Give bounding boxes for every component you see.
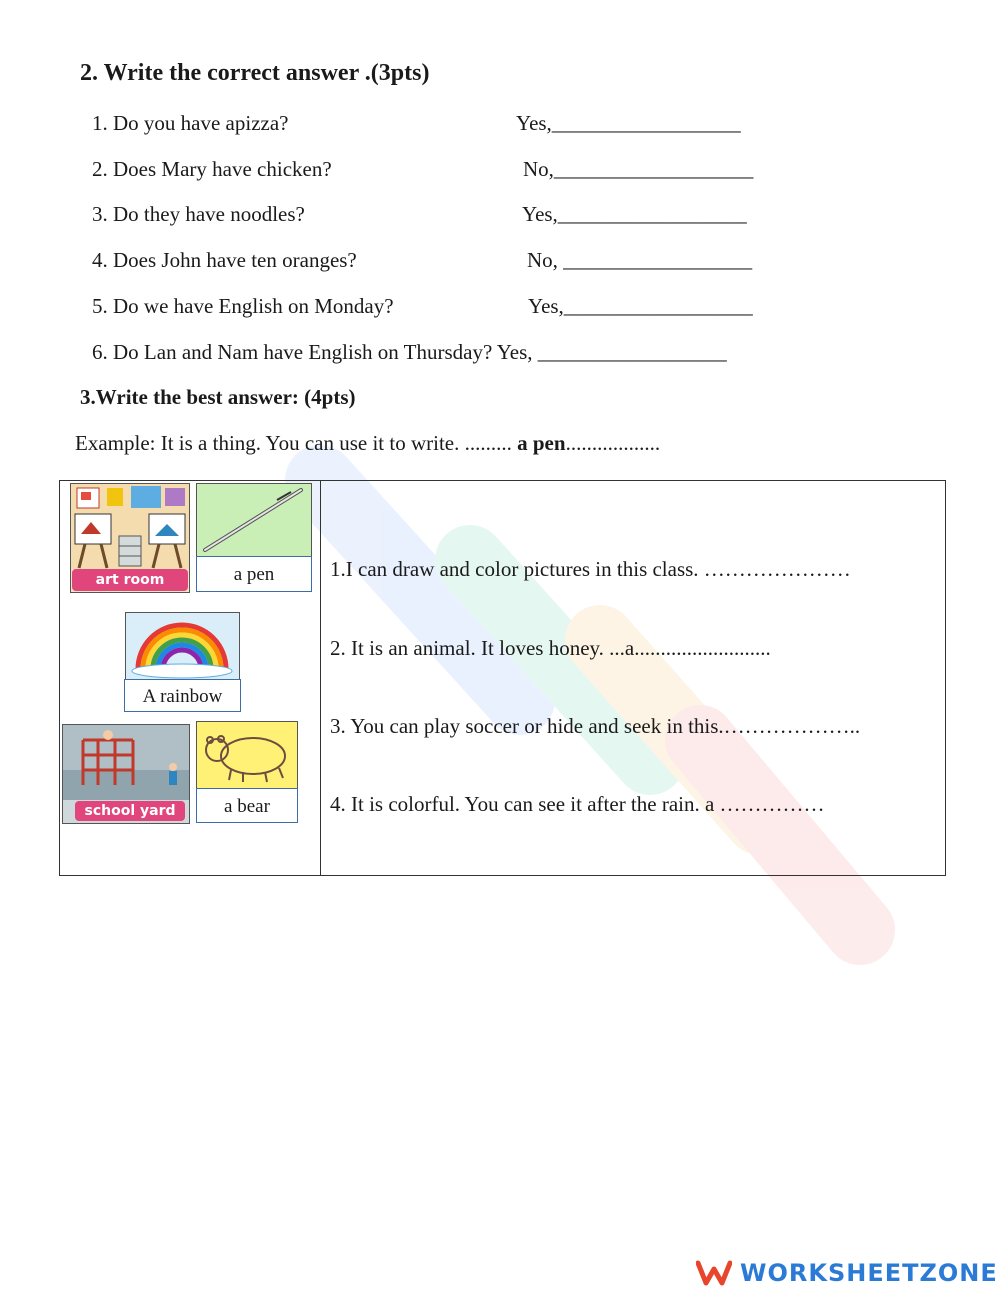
rainbow-icon (126, 613, 239, 679)
question-3: 3. Do they have noodles? (92, 202, 305, 226)
clue-4: 4. It is colorful. You can see it after the rain. a …………… (330, 792, 825, 816)
answer-4: No, __________________ (527, 248, 753, 272)
school-yard-label: school yard (75, 801, 185, 821)
clue-1: 1.I can draw and color pictures in this class. ………………… (330, 557, 851, 581)
answer-1: Yes,__________________ (516, 111, 741, 135)
pen-icon (197, 484, 311, 556)
school-yard-picture (62, 724, 190, 824)
school-yard-illustration (63, 725, 189, 800)
bear-icon (197, 722, 297, 788)
example-line (75, 431, 660, 456)
example-answer: a pen (511, 431, 566, 455)
logo-text: WORKSHEETZONE (740, 1259, 998, 1287)
section-3-heading: 3.Write the best answer: (4pts) (80, 385, 356, 409)
question-2: 2. Does Mary have chicken? (92, 157, 332, 181)
question-6: 6. Do Lan and Nam have English on Thursday? Yes, __________________ (92, 340, 727, 364)
example-prefix: Example: It is a thing. You can use it to write. ......... (75, 431, 512, 455)
answer-3: Yes,__________________ (522, 202, 747, 226)
art-room-illustration (71, 484, 189, 569)
answer-2: No,___________________ (523, 157, 754, 181)
worksheetzone-logo (696, 1256, 998, 1290)
question-1: 1. Do you have apizza? (92, 111, 289, 135)
table-column-divider (320, 481, 321, 875)
clue-3: 3. You can play soccer or hide and seek in this.……………….. (330, 714, 861, 738)
question-4: 4. Does John have ten oranges? (92, 248, 357, 272)
pen-picture (196, 483, 312, 557)
pen-caption: a pen (196, 556, 312, 592)
bear-picture (196, 721, 298, 789)
section-2-heading: 2. Write the correct answer .(3pts) (80, 60, 430, 86)
bear-caption: a bear (196, 788, 298, 823)
rainbow-picture (125, 612, 240, 680)
logo-mark-icon (696, 1259, 732, 1287)
art-room-picture (70, 483, 190, 593)
rainbow-caption: A rainbow (124, 679, 241, 712)
example-suffix: .................. (565, 431, 661, 455)
clue-2: 2. It is an animal. It loves honey. ...a.......................... (330, 636, 771, 660)
art-room-label: art room (72, 569, 188, 591)
vocabulary-table (59, 480, 946, 876)
answer-5: Yes,__________________ (528, 294, 753, 318)
question-5: 5. Do we have English on Monday? (92, 294, 394, 318)
